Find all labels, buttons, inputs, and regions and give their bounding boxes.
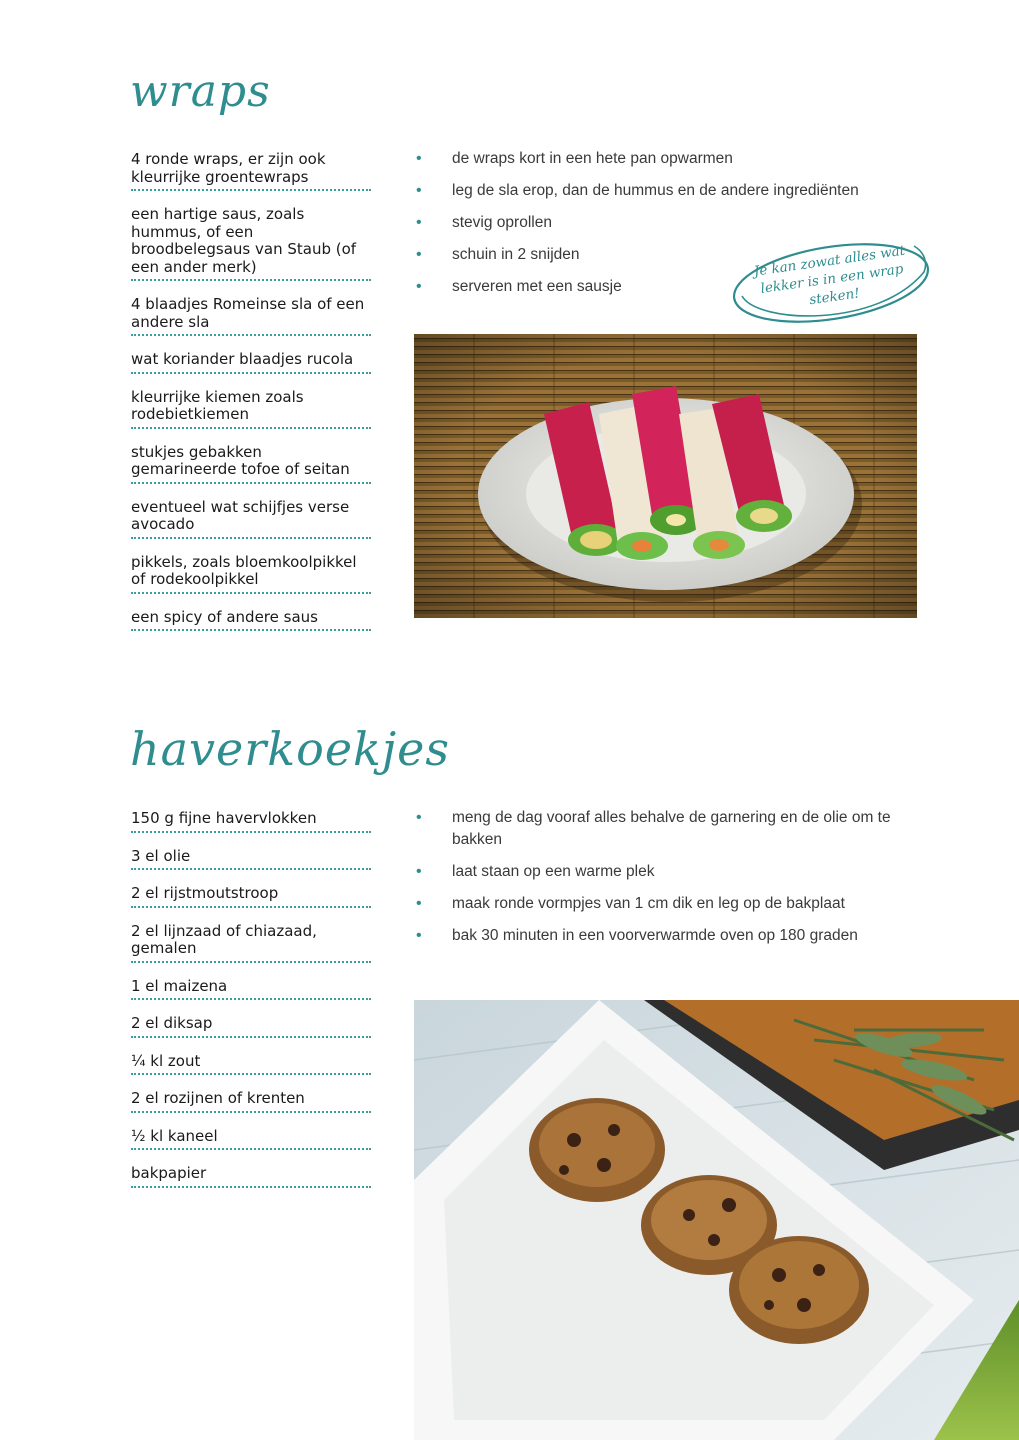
step-text: bak 30 minuten in een voorverwarmde oven op 180 graden: [452, 927, 858, 944]
ingredient-item: eventueel wat schijfjes verse avocado: [131, 499, 371, 539]
bullet-icon: •: [416, 809, 422, 826]
step-text: schuin in 2 snijden: [452, 246, 580, 263]
ingredient-item: pikkels, zoals bloemkoolpikkel of rodekoolpikkel: [131, 554, 371, 594]
ingredient-list-haverkoekjes: [131, 810, 371, 1188]
tip-note: [728, 238, 934, 326]
bullet-icon: •: [416, 927, 422, 944]
ingredient-item: 150 g fijne havervlokken: [131, 810, 371, 833]
step-item: [414, 893, 904, 915]
ingredient-item: 2 el rozijnen of krenten: [131, 1090, 371, 1113]
ingredient-item: een hartige saus, zoals hummus, of een broodbelegsaus van Staub (of een ander merk): [131, 206, 371, 281]
step-item: [414, 180, 904, 202]
bullet-icon: •: [416, 246, 422, 263]
step-text: laat staan op een warme plek: [452, 863, 655, 880]
step-text: leg de sla erop, dan de hummus en de andere ingrediënten: [452, 182, 859, 199]
ingredient-item: 1 el maizena: [131, 978, 371, 1001]
ingredient-item: een spicy of andere saus: [131, 609, 371, 632]
bullet-icon: •: [416, 182, 422, 199]
bullet-icon: •: [416, 863, 422, 880]
ingredient-item: 2 el diksap: [131, 1015, 371, 1038]
recipe-title-haverkoekjes: haverkoekjes: [130, 722, 451, 776]
ingredient-item: ½ kl kaneel: [131, 1128, 371, 1151]
step-item: [414, 212, 904, 234]
ingredient-item: stukjes gebakken gemarineerde tofoe of seitan: [131, 444, 371, 484]
step-text: maak ronde vormpjes van 1 cm dik en leg op de bakplaat: [452, 895, 845, 912]
tip-note-text: Je kan zowat alles wat lekker is in een wrap steken!: [752, 242, 907, 309]
cookies-photo: [414, 1000, 1019, 1440]
step-item: [414, 861, 904, 883]
step-text: serveren met een sausje: [452, 278, 622, 295]
step-text: stevig oprollen: [452, 214, 552, 231]
ingredient-item: wat koriander blaadjes rucola: [131, 351, 371, 374]
bullet-icon: •: [416, 278, 422, 295]
ingredient-list-wraps: [131, 151, 371, 631]
ingredient-item: 4 blaadjes Romeinse sla of een andere sla: [131, 296, 371, 336]
step-item: [414, 148, 904, 170]
ingredient-item: 2 el lijnzaad of chiazaad, gemalen: [131, 923, 371, 963]
step-text: de wraps kort in een hete pan opwarmen: [452, 150, 733, 167]
ingredient-item: ¼ kl zout: [131, 1053, 371, 1076]
ingredient-item: 3 el olie: [131, 848, 371, 871]
ingredient-item: kleurrijke kiemen zoals rodebietkiemen: [131, 389, 371, 429]
step-item: [414, 807, 904, 851]
step-text: meng de dag vooraf alles behalve de garnering en de olie om te bakken: [452, 809, 891, 848]
ingredient-item: 4 ronde wraps, er zijn ook kleurrijke groentewraps: [131, 151, 371, 191]
step-item: [414, 925, 904, 947]
cookies-plate-image: [414, 1000, 1019, 1440]
ingredient-item: 2 el rijstmoutstroop: [131, 885, 371, 908]
bullet-icon: •: [416, 214, 422, 231]
bullet-icon: •: [416, 895, 422, 912]
bullet-icon: •: [416, 150, 422, 167]
wraps-plate-image: [414, 334, 917, 618]
recipe-title-wraps: wraps: [130, 66, 271, 117]
ingredient-item: bakpapier: [131, 1165, 371, 1188]
step-list-haverkoekjes: [414, 807, 904, 957]
wraps-photo: [414, 334, 917, 618]
